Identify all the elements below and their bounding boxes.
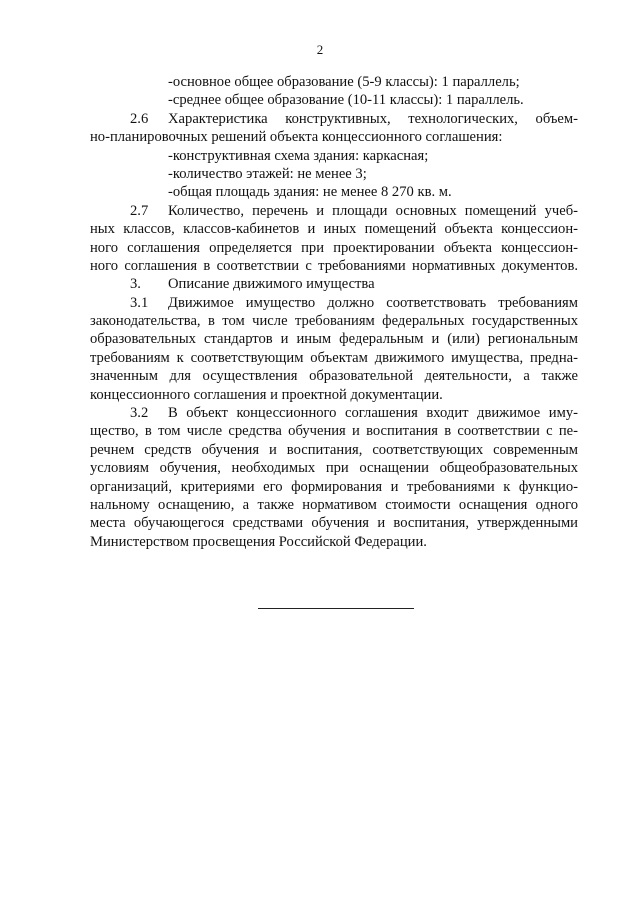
- clause-number: 3.2: [130, 405, 149, 422]
- clause-number: 2.6: [130, 110, 149, 127]
- text-line: нальному оснащению, а также нормативом стоимости оснащения одного: [90, 496, 578, 513]
- text-line: значенным для осуществления образовательной деятельности, а также: [90, 368, 578, 385]
- clause-2-7-first-line: [90, 202, 578, 220]
- text-line: места обучающегося средствами обучения и воспитания, утвержденными: [90, 515, 578, 532]
- text-line: образовательных стандартов и иным федеральным и (или) региональным: [90, 331, 578, 348]
- document-body: [90, 73, 578, 551]
- text-line: ного соглашения в соответствии с требованиями нормативных документов.: [90, 257, 578, 274]
- text-line: -количество этажей: не менее 3;: [168, 165, 367, 182]
- section-3-heading: [90, 275, 578, 293]
- text-line: речнем средств обучения и воспитания, соответствующих современным: [90, 441, 578, 458]
- page-number: 2: [316, 42, 324, 57]
- end-separator-line: [258, 608, 414, 609]
- clause-3-1-first-line: [90, 294, 578, 312]
- section-number: 3.: [130, 276, 141, 293]
- text-line: -среднее общее образование (10-11 классы): 1 параллель.: [168, 92, 524, 109]
- text-line: -основное общее образование (5-9 классы): 1 параллель;: [168, 74, 520, 90]
- text-line: ных классов, классов-кабинетов и иных помещений объекта концессион-: [90, 221, 578, 238]
- clause-3-2-first-line: [90, 404, 578, 422]
- text-line: но-планировочных решений объекта концессионного соглашения:: [90, 129, 503, 146]
- text-line: законодательства, в том числе требованиям федеральных государственных: [90, 313, 578, 330]
- text-line: В объект концессионного соглашения входит движимое иму-: [168, 405, 578, 422]
- clause-number: 3.1: [130, 294, 149, 311]
- text-line: Количество, перечень и площади основных помещений учеб-: [168, 202, 578, 219]
- clause-number: 2.7: [130, 202, 149, 219]
- text-line: Характеристика конструктивных, технологических, объем-: [168, 110, 578, 127]
- clause-2-6-first-line: [90, 110, 578, 128]
- text-line: ного соглашения определяется при проектировании объекта концессион-: [90, 239, 578, 256]
- text-line: Движимое имущество должно соответствовать требованиям: [168, 294, 578, 311]
- text-line: -конструктивная схема здания: каркасная;: [168, 147, 429, 164]
- text-line: щество, в том числе средства обучения и воспитания в соответствии с пе-: [90, 423, 578, 440]
- text-line: Министерством просвещения Российской Федерации.: [90, 533, 427, 550]
- text-line: концессионного соглашения и проектной документации.: [90, 386, 443, 403]
- text-line: организаций, критериями его формирования и требованиями к функцио-: [90, 478, 578, 495]
- text-line: требованиям к соответствующим объектам движимого имущества, предна-: [90, 349, 578, 366]
- text-line: условиям обучения, необходимых при оснащении общеобразовательных: [90, 460, 578, 477]
- text-line: -общая площадь здания: не менее 8 270 кв. м.: [168, 184, 452, 201]
- section-heading: Описание движимого имущества: [168, 276, 375, 293]
